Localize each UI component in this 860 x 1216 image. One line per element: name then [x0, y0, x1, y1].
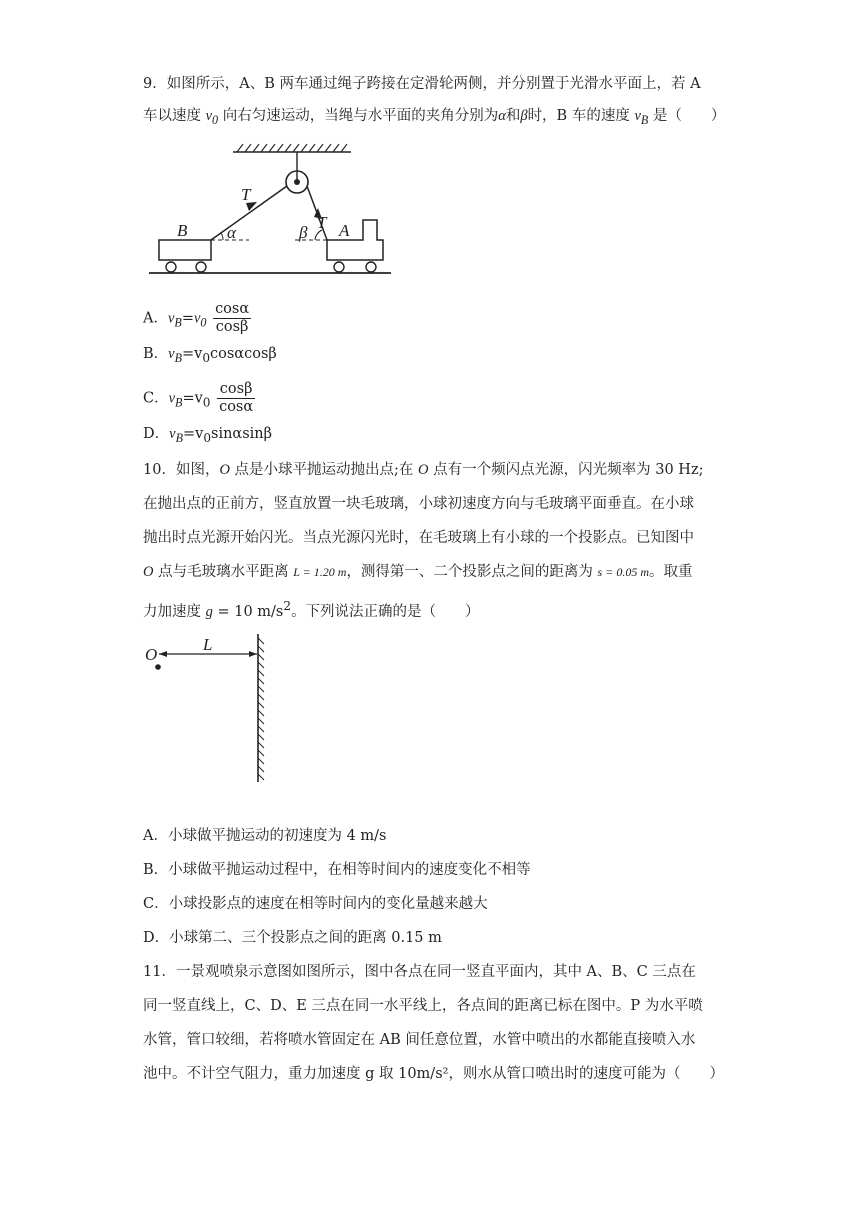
q9-option-c[interactable]	[143, 381, 255, 416]
q9-figure-pulley-carts	[145, 140, 395, 282]
point-o-symbol: O	[219, 462, 230, 478]
option-text: =v	[182, 426, 204, 442]
option-expression: sinαsinβ	[211, 426, 273, 442]
q11-line-2: 同一竖直线上，C、D、E 三点在同一水平线上，各点间的距离已标在图中。P 为水平喷	[143, 998, 703, 1014]
tension-label-right: T	[317, 213, 327, 232]
option-prefix: C．	[143, 390, 169, 407]
q10-text: 10．如图，	[143, 462, 220, 478]
q10-option-b[interactable]: B．小球做平抛运动过程中，在相等时间内的速度变化不相等	[143, 862, 531, 878]
vB-subscript: B	[174, 350, 182, 365]
cart-a-label: A	[339, 221, 350, 240]
equals-sign: =	[181, 310, 194, 327]
vB-symbol: v	[168, 390, 176, 407]
vB-subscript: B	[640, 112, 649, 127]
beta-symbol: β	[520, 108, 528, 124]
q9-line-1: 9．如图所示，A、B 两车通过绳子跨接在定滑轮两侧，并分别置于光滑水平面上，若 A	[143, 76, 701, 92]
point-o-symbol: O	[418, 462, 429, 478]
q10-text: 点是小球平抛运动抛出点;在	[229, 462, 419, 478]
fraction-denominator: cosβ	[215, 319, 249, 335]
distance-s-value: s = 0.05 m	[597, 565, 649, 579]
q10-text: 。取重	[648, 564, 693, 580]
v0-subscript: 0	[212, 112, 219, 127]
vB-symbol: v	[167, 310, 175, 327]
v0-subscript: 0	[200, 315, 207, 330]
gravity-value: = 10 m/s	[212, 603, 284, 620]
option-expression: cosαcosβ	[210, 346, 277, 362]
q9-text: 是（ ）	[648, 108, 726, 124]
distance-l-value: L = 1.20 m	[293, 565, 347, 579]
vB-symbol: v	[169, 426, 176, 442]
q10-line-1	[143, 460, 703, 480]
q10-text: ，测得第一、二个投影点之间的距离为	[346, 564, 598, 580]
q10-text: 力加速度	[143, 603, 206, 620]
q9-text: 车以速度	[143, 108, 206, 124]
option-text: =v	[181, 346, 203, 362]
option-text: =v	[182, 390, 203, 407]
q10-figure-light-glass	[143, 632, 273, 784]
q10-line-3: 抛出时点光源开始闪光。当点光源闪光时，在毛玻璃上有小球的一个投影点。已知图中	[143, 530, 694, 546]
q10-line-2: 在抛出点的正前方，竖直放置一块毛玻璃，小球初速度方向与毛玻璃平面垂直。在小球	[143, 496, 694, 512]
tension-label-left: T	[241, 185, 251, 204]
cart-b-label: B	[177, 221, 188, 240]
q10-line-4	[143, 562, 692, 582]
v0-symbol: v	[193, 310, 201, 327]
q11-line-3: 水管，管口较细，若将喷水管固定在 AB 间任意位置，水管中喷出的水都能直接喷入水	[143, 1032, 696, 1048]
option-prefix: D．	[143, 426, 170, 442]
q9-option-a[interactable]	[143, 301, 251, 336]
vB-symbol: v	[634, 108, 641, 124]
v0-subscript: 0	[202, 350, 211, 365]
q11-line-1: 11．一景观喷泉示意图如图所示，图中各点在同一竖直平面内，其中 A、B、C 三点在	[143, 964, 696, 980]
point-o-symbol: O	[143, 564, 154, 580]
q11-line-4: 池中。不计空气阻力，重力加速度 g 取 10m/s²，则水从管口喷出时的速度可能为（ ）	[143, 1066, 724, 1082]
v0-subscript: 0	[203, 430, 211, 445]
fraction-numerator: cosβ	[217, 381, 255, 399]
q10-text: 点与毛玻璃水平距离	[153, 564, 294, 580]
q10-option-c[interactable]: C．小球投影点的速度在相等时间内的变化量越来越大	[143, 896, 488, 912]
alpha-symbol: α	[498, 108, 506, 124]
vB-subscript: B	[174, 315, 182, 330]
v0-subscript: 0	[202, 395, 211, 410]
q9-line-2	[143, 106, 725, 130]
q9-text: 时，B 车的速度	[527, 108, 635, 124]
vB-symbol: v	[168, 346, 175, 362]
vB-subscript: B	[175, 395, 183, 410]
option-prefix: B．	[143, 346, 169, 362]
gravity-symbol: g	[205, 603, 213, 620]
option-prefix: A．	[143, 310, 168, 327]
q10-line-5	[143, 596, 480, 622]
q9-text: 向右匀速运动，当绳与水平面的夹角分别为	[218, 108, 499, 124]
q10-option-a[interactable]: A．小球做平抛运动的初速度为 4 m/s	[143, 828, 387, 844]
q9-option-d[interactable]	[143, 424, 272, 448]
fraction-denominator: cosα	[219, 399, 254, 415]
distance-l-label: L	[203, 635, 213, 654]
q10-option-d[interactable]: D．小球第二、三个投影点之间的距离 0.15 m	[143, 930, 442, 946]
q10-text: 。下列说法正确的是（ ）	[291, 603, 480, 620]
alpha-angle-label: α	[227, 223, 236, 242]
option-c-fraction	[217, 381, 255, 416]
q9-text: 和	[505, 108, 521, 124]
beta-angle-label: β	[299, 223, 308, 242]
vB-subscript: B	[175, 430, 183, 445]
squared-superscript: 2	[283, 599, 292, 613]
q10-text: 点有一个频闪点光源，闪光频率为 30 Hz;	[428, 462, 704, 478]
q9-option-b[interactable]	[143, 344, 277, 368]
fraction-numerator: cosα	[215, 301, 250, 317]
point-o-label: O	[145, 645, 158, 664]
v0-symbol: v	[205, 108, 213, 124]
option-a-fraction	[213, 301, 251, 336]
